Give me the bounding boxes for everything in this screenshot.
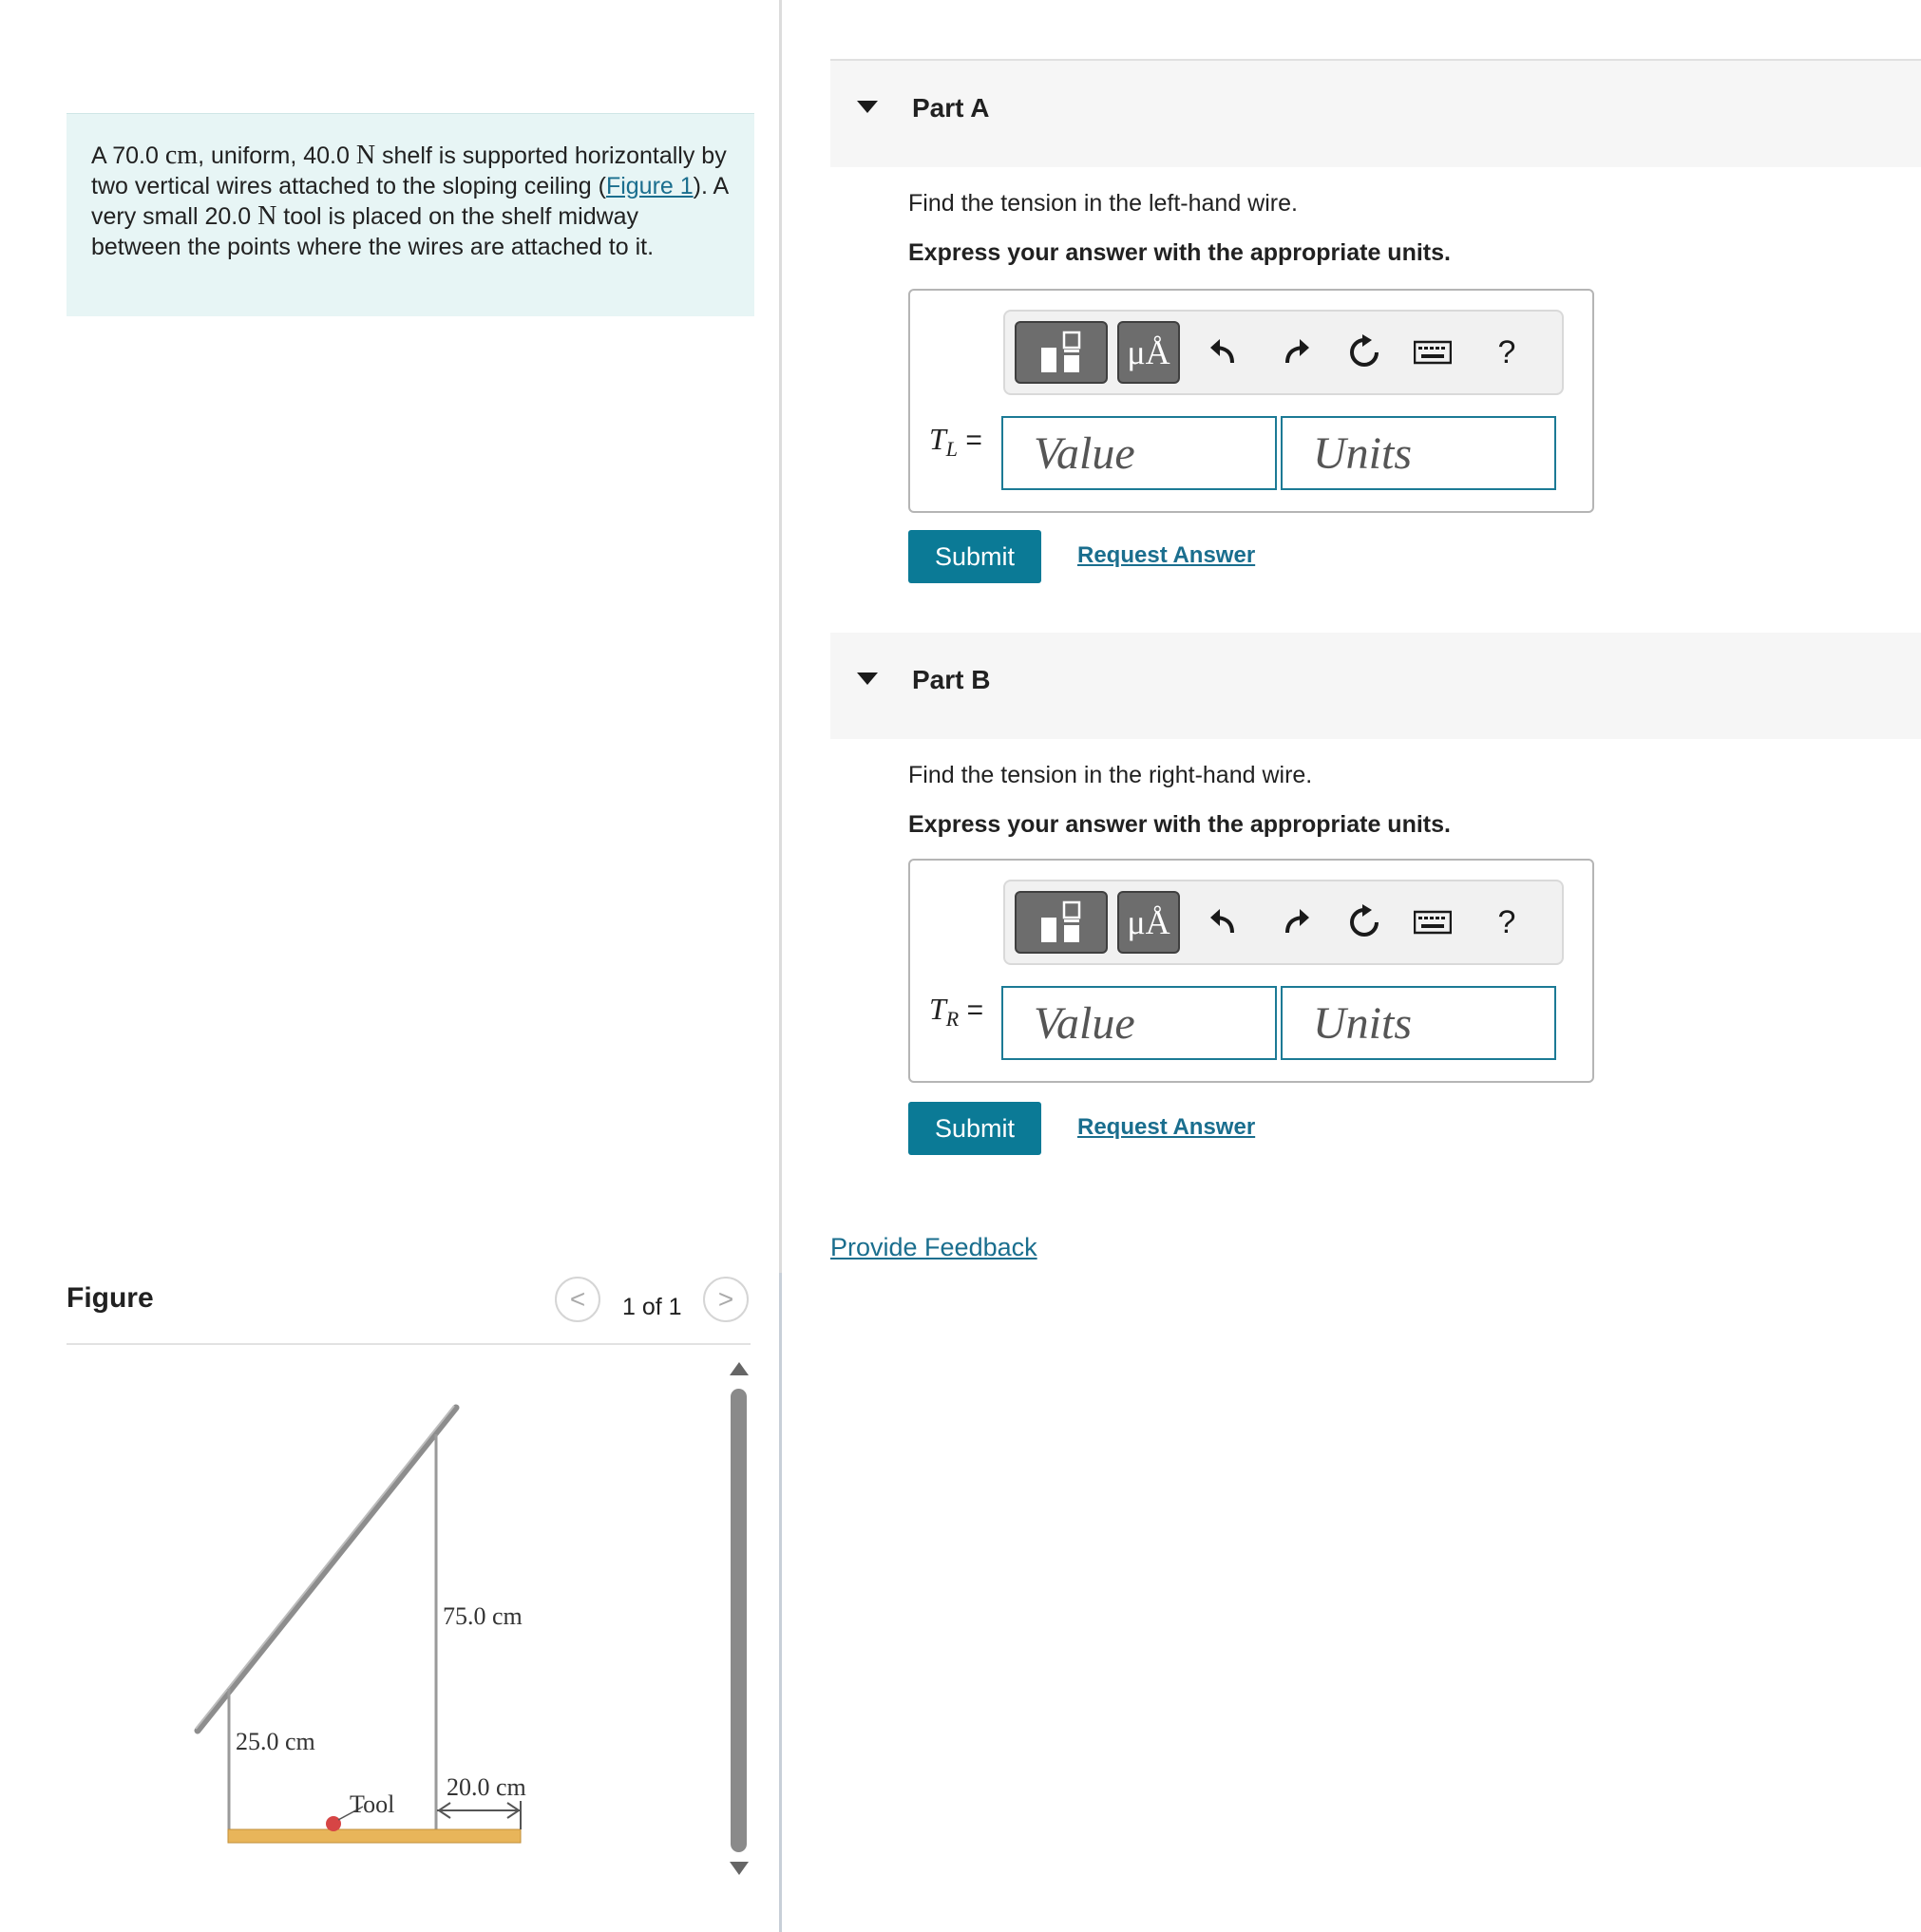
- scroll-down-arrow[interactable]: [730, 1862, 749, 1875]
- part-a-question: Find the tension in the left-hand wire.: [908, 190, 1298, 217]
- keyboard-icon: [1414, 340, 1452, 365]
- part-a-request-answer-link[interactable]: Request Answer: [1077, 542, 1256, 568]
- help-button[interactable]: [1480, 325, 1533, 380]
- part-b-submit-button[interactable]: Submit: [908, 1102, 1041, 1155]
- part-b-variable-label: [929, 992, 983, 1032]
- undo-icon: [1208, 906, 1240, 938]
- next-figure-button[interactable]: [703, 1277, 749, 1322]
- previous-figure-button[interactable]: [555, 1277, 600, 1322]
- keyboard-button[interactable]: [1406, 325, 1459, 380]
- part-b-request-answer-link[interactable]: Request Answer: [1077, 1114, 1256, 1140]
- problem-statement: [67, 113, 754, 316]
- part-a-variable-label: [929, 422, 982, 462]
- figure-scrollbar-thumb[interactable]: [731, 1389, 747, 1852]
- part-a-math-toolbar: [1003, 310, 1564, 395]
- part-b-answer-box: [908, 859, 1594, 1083]
- unit-cm: cm: [164, 141, 199, 170]
- part-b-math-toolbar: [1003, 880, 1564, 965]
- help-button[interactable]: [1480, 895, 1533, 950]
- redo-button[interactable]: [1269, 895, 1322, 950]
- figure-divider: [67, 1343, 751, 1345]
- fraction-template-icon: [1028, 897, 1094, 948]
- part-b-question: Find the tension in the right-hand wire.: [908, 762, 1313, 788]
- figure-heading: Figure: [67, 1282, 154, 1314]
- shelf-figure: [181, 1396, 561, 1852]
- templates-button[interactable]: [1015, 891, 1108, 954]
- shelf: [228, 1829, 521, 1843]
- variable-symbol: T: [929, 992, 946, 1026]
- left-height-label: 25.0 cm: [236, 1728, 315, 1755]
- equals-sign: =: [959, 994, 984, 1026]
- tool-marker: [326, 1816, 341, 1831]
- units-button[interactable]: [1117, 321, 1180, 384]
- problem-text-5: tool is placed on the shelf midway between the points where the wires are attached to it.: [91, 203, 655, 260]
- help-icon: ?: [1497, 333, 1516, 370]
- chevron-right-icon: >: [717, 1284, 734, 1314]
- fraction-template-icon: [1028, 327, 1094, 378]
- undo-icon: [1208, 336, 1240, 369]
- variable-subscript: R: [945, 1007, 960, 1031]
- pane-divider-lower: [779, 1273, 782, 1932]
- reset-button[interactable]: [1338, 895, 1391, 950]
- variable-subscript: L: [945, 437, 959, 461]
- undo-button[interactable]: [1197, 325, 1250, 380]
- part-b-instruction: Express your answer with the appropriate units.: [908, 811, 1451, 838]
- mu-angstrom-icon: μÅ: [1127, 333, 1170, 371]
- part-b-title: Part B: [912, 665, 991, 694]
- help-icon: ?: [1497, 903, 1516, 940]
- tool-label: Tool: [350, 1790, 395, 1818]
- units-button[interactable]: [1117, 891, 1180, 954]
- figure-counter: 1 of 1: [622, 1294, 682, 1320]
- overhang-label: 20.0 cm: [447, 1773, 526, 1801]
- caret-down-icon: [857, 672, 878, 685]
- part-a-header[interactable]: [830, 61, 1921, 167]
- undo-button[interactable]: [1197, 895, 1250, 950]
- templates-button[interactable]: [1015, 321, 1108, 384]
- caret-down-icon: [857, 101, 878, 113]
- reset-button[interactable]: [1338, 325, 1391, 380]
- problem-text-2: , uniform, 40.0: [198, 142, 356, 169]
- equals-sign: =: [958, 425, 982, 456]
- problem-text-1: A 70.0: [91, 142, 165, 169]
- sloping-ceiling: [198, 1408, 456, 1731]
- chevron-left-icon: <: [569, 1284, 586, 1314]
- part-a-units-input[interactable]: [1281, 416, 1556, 490]
- provide-feedback-link[interactable]: Provide Feedback: [830, 1233, 1037, 1261]
- part-b-units-input[interactable]: [1281, 986, 1556, 1060]
- right-height-label: 75.0 cm: [443, 1602, 523, 1630]
- part-a-answer-box: [908, 289, 1594, 513]
- redo-icon: [1280, 906, 1312, 938]
- mu-angstrom-icon: μÅ: [1127, 903, 1170, 941]
- part-a-value-input[interactable]: [1001, 416, 1277, 490]
- part-a-instruction: Express your answer with the appropriate units.: [908, 239, 1451, 266]
- part-b-header[interactable]: [830, 633, 1921, 739]
- variable-symbol: T: [929, 422, 946, 456]
- ceiling-highlight: [196, 1406, 454, 1729]
- left-pane: [0, 0, 781, 1932]
- unit-newton-1: N: [355, 141, 376, 170]
- scroll-up-arrow[interactable]: [730, 1362, 749, 1375]
- figure-link[interactable]: Figure 1: [605, 173, 694, 199]
- problem-text-4: ). A very small 20.0: [91, 173, 728, 230]
- part-a-title: Part A: [912, 93, 990, 123]
- keyboard-button[interactable]: [1406, 895, 1459, 950]
- problem-text-3: shelf is supported horizontally by two vertical wires attached to the sloping ceiling (: [91, 142, 727, 199]
- part-a-submit-button[interactable]: Submit: [908, 530, 1041, 583]
- reset-icon: [1346, 904, 1382, 940]
- part-b-value-input[interactable]: [1001, 986, 1277, 1060]
- unit-newton-2: N: [257, 201, 277, 231]
- redo-icon: [1280, 336, 1312, 369]
- redo-button[interactable]: [1269, 325, 1322, 380]
- keyboard-icon: [1414, 910, 1452, 935]
- reset-icon: [1346, 334, 1382, 370]
